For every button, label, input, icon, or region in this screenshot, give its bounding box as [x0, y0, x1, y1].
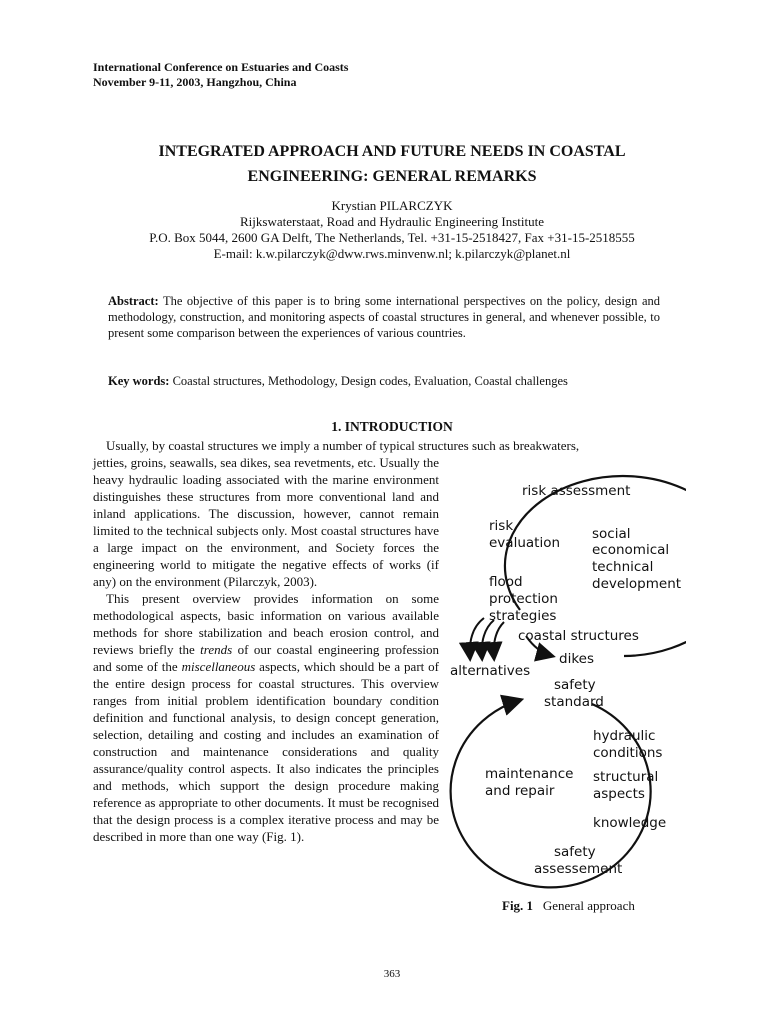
label-knowledge: knowledge: [593, 815, 667, 831]
title-line-1: INTEGRATED APPROACH AND FUTURE NEEDS IN COASTAL: [158, 143, 626, 160]
figure-general-approach: [442, 470, 686, 892]
label-coastal-structures: coastal structures: [518, 628, 639, 644]
intro-column: [93, 454, 439, 845]
author-email: E-mail: k.w.pilarczyk@dww.rws.minvenw.nl; k.pilarczyk@planet.nl: [213, 246, 571, 261]
intro-paragraph-1: jetties, groins, seawalls, sea dikes, sea revetments, etc. Usually the heavy hydraulic loading associated with the marine environment distinguishes these structures from more conventional land and inland applications. The discussion, however, cannot remain limited to the technical subjects only. Most coastal structures have a large impact on the environment, and Society forces the engineering world to mitigate the negative effects of works (if any) on the environment (Pilarczyk, 2003).: [93, 455, 439, 589]
label-social: social: [592, 526, 631, 542]
keywords-label: Key words:: [108, 374, 170, 388]
label-standard: standard: [544, 694, 604, 710]
p2-trends: trends: [200, 642, 233, 657]
abstract-label: Abstract:: [108, 294, 159, 308]
intro-first-line: Usually, by coastal structures we imply a number of typical structures such as breakwaters,: [106, 438, 580, 453]
label-risk-assessment: risk assessment: [522, 483, 631, 499]
label-safety-2: safety: [554, 844, 596, 860]
caption-text: General approach: [542, 898, 635, 913]
label-maintenance: maintenance: [485, 766, 574, 782]
label-safety: safety: [554, 677, 596, 693]
label-and-repair: and repair: [485, 783, 555, 799]
keywords: [108, 373, 668, 389]
conference-date: November 9-11, 2003, Hangzhou, China: [93, 75, 297, 89]
keywords-text: Coastal structures, Methodology, Design codes, Evaluation, Coastal challenges: [172, 374, 568, 388]
label-evaluation: evaluation: [489, 535, 561, 551]
label-hydraulic: hydraulic: [593, 728, 656, 744]
conference-header: [93, 60, 348, 90]
intro-paragraph-2: [93, 590, 439, 845]
p2-part-a: This present overview provides information on some methodological aspects, basic information on various available methods for shore stabilization and beach erosion control, and reviews briefly the: [93, 591, 439, 657]
label-structural: structural: [593, 769, 659, 785]
abstract-text: The objective of this paper is to bring some international perspectives on the policy, design and methodology, construction, and monitoring aspects of coastal structures in general, and whenever possible, to present some comparison between the experiences of various countries.: [108, 294, 660, 340]
label-assessement: assessement: [534, 861, 623, 877]
title-line-2: ENGINEERING: GENERAL REMARKS: [247, 168, 537, 185]
conference-name: International Conference on Estuaries and Coasts: [93, 60, 349, 74]
label-aspects: aspects: [593, 786, 645, 802]
label-conditions: conditions: [593, 745, 663, 761]
alternative-arrow-3: [494, 622, 504, 658]
p2-part-c: aspects, which should be a part of the entire design process for coastal structures. This overview ranges from initial problem identification boundary condition definition and functional analysis, to design concept generation, selection, detailing and costing and includes an examination of construction and maintenance considerations and quality assurance/quality control aspects. It also indicates the principles and methods, which support the design procedure making reference as appropriate to other documents. It must be recognised that the design process is a complex iterative process and may be described in more than one way (Fig. 1).: [93, 659, 440, 844]
label-dikes: dikes: [559, 651, 594, 667]
label-alternatives: alternatives: [450, 663, 531, 679]
author-address: P.O. Box 5044, 2600 GA Delft, The Netherlands, Tel. +31-15-2518427, Fax +31-15-2518555: [149, 230, 635, 245]
author-affiliation: Rijkswaterstaat, Road and Hydraulic Engineering Institute: [240, 214, 544, 229]
p2-misc: miscellaneous: [181, 659, 256, 674]
label-economical: economical: [592, 542, 670, 558]
label-development: development: [592, 576, 682, 592]
label-technical: technical: [592, 559, 654, 575]
caption-label: Fig. 1: [502, 898, 534, 913]
label-flood: flood: [489, 574, 523, 590]
paper-title: [0, 139, 768, 189]
author-name: Krystian PILARCZYK: [331, 198, 453, 213]
alternative-arrow-2: [482, 620, 494, 658]
section-heading: 1. INTRODUCTION: [331, 419, 453, 434]
figure-caption: [502, 898, 635, 914]
p2-part-b: of our coastal engineering profession and some of the: [93, 642, 439, 674]
abstract: [108, 293, 660, 341]
label-risk: risk: [489, 518, 514, 534]
label-protection: protection: [489, 591, 558, 607]
author-block: [0, 198, 768, 262]
page-number: 363: [383, 968, 401, 980]
label-strategies: strategies: [489, 608, 557, 624]
